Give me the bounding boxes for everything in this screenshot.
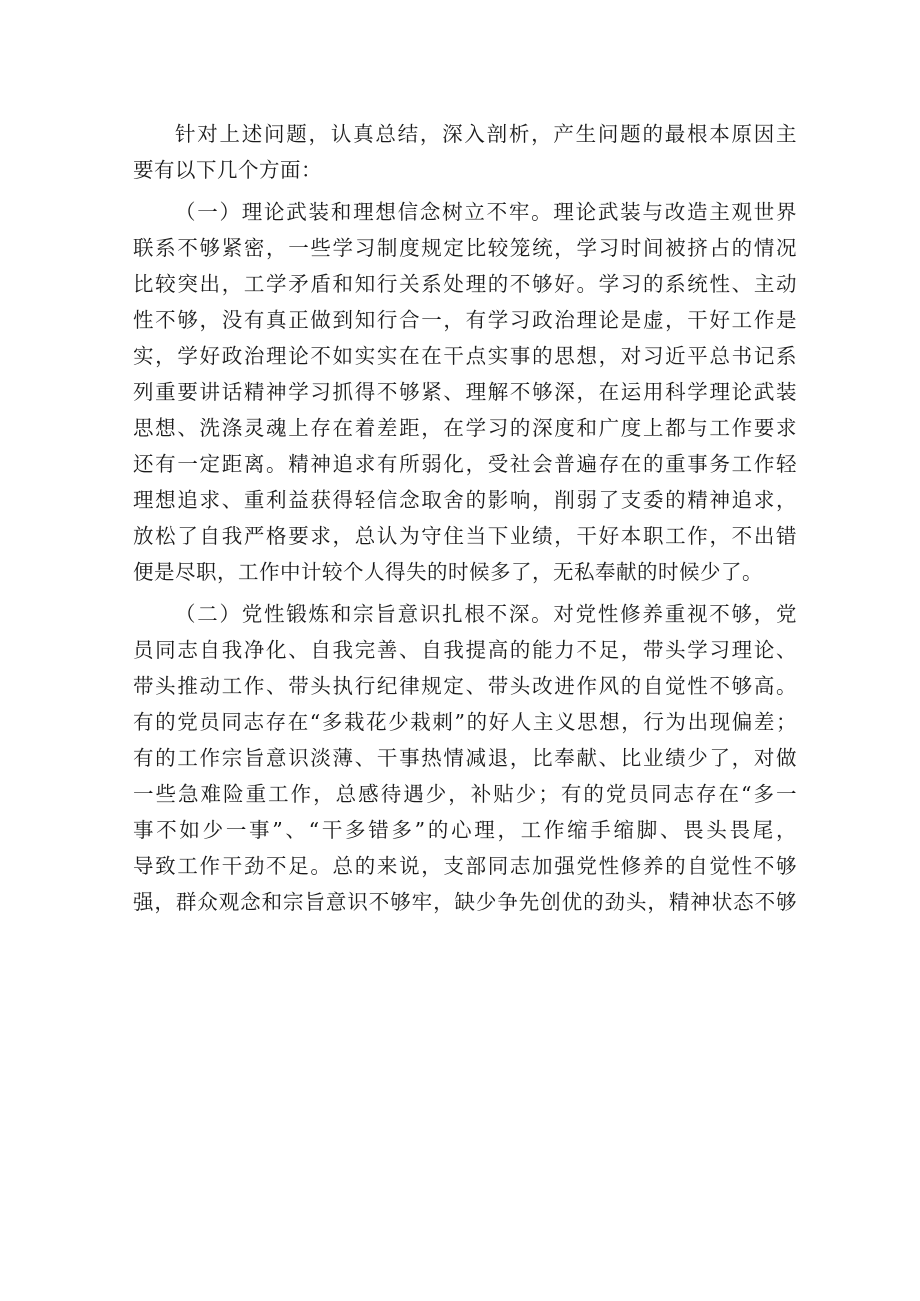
text-line: 一些急难险重工作，总感待遇少，补贴少；有的党员同志存在“多一 bbox=[133, 782, 797, 806]
text-line: 导致工作干劲不足。总的来说，支部同志加强党性修养的自觉性不够 bbox=[133, 854, 797, 878]
text-line: 便是尽职，工作中计较个人得失的时候多了，无私奉献的时候少了。 bbox=[133, 560, 763, 584]
text-line: 列重要讲话精神学习抓得不够紧、理解不够深，在运用科学理论武装 bbox=[133, 380, 797, 404]
paragraph-section-2 bbox=[133, 596, 797, 920]
text-line: 有的工作宗旨意识淡薄、干事热情减退，比奉献、比业绩少了，对做 bbox=[133, 746, 797, 770]
document-page bbox=[133, 116, 797, 920]
text-line: 要有以下几个方面： bbox=[133, 158, 322, 182]
paragraph-section-1 bbox=[133, 194, 797, 590]
text-line: 比较突出，工学矛盾和知行关系处理的不够好。学习的系统性、主动 bbox=[133, 272, 797, 296]
text-line: （二）党性锻炼和宗旨意识扎根不深。对党性修养重视不够，党 bbox=[175, 602, 797, 626]
text-line: 理想追求、重利益获得轻信念取舍的影响，削弱了支委的精神追求， bbox=[133, 488, 797, 512]
text-line: 带头推动工作、带头执行纪律规定、带头改进作风的自觉性不够高。 bbox=[133, 674, 797, 698]
text-line: 思想、洗涤灵魂上存在着差距，在学习的深度和广度上都与工作要求 bbox=[133, 416, 797, 440]
text-line: （一）理论武装和理想信念树立不牢。理论武装与改造主观世界 bbox=[175, 200, 797, 224]
text-line: 还有一定距离。精神追求有所弱化，受社会普遍存在的重事务工作轻 bbox=[133, 452, 797, 476]
text-line: 有的党员同志存在“多栽花少栽刺”的好人主义思想，行为出现偏差； bbox=[133, 710, 797, 734]
text-line: 针对上述问题，认真总结，深入剖析，产生问题的最根本原因主 bbox=[175, 122, 797, 146]
paragraph-intro bbox=[133, 116, 797, 188]
text-line: 放松了自我严格要求，总认为守住当下业绩，干好本职工作，不出错 bbox=[133, 524, 797, 548]
text-line: 性不够，没有真正做到知行合一，有学习政治理论是虚，干好工作是 bbox=[133, 308, 797, 332]
text-line: 员同志自我净化、自我完善、自我提高的能力不足，带头学习理论、 bbox=[133, 638, 797, 662]
text-line: 事不如少一事”、“干多错多”的心理，工作缩手缩脚、畏头畏尾， bbox=[133, 818, 797, 842]
text-line: 实，学好政治理论不如实实在在干点实事的思想，对习近平总书记系 bbox=[133, 344, 797, 368]
text-line: 强，群众观念和宗旨意识不够牢，缺少争先创优的劲头，精神状态不够 bbox=[133, 890, 797, 914]
text-line: 联系不够紧密，一些学习制度规定比较笼统，学习时间被挤占的情况 bbox=[133, 236, 797, 260]
